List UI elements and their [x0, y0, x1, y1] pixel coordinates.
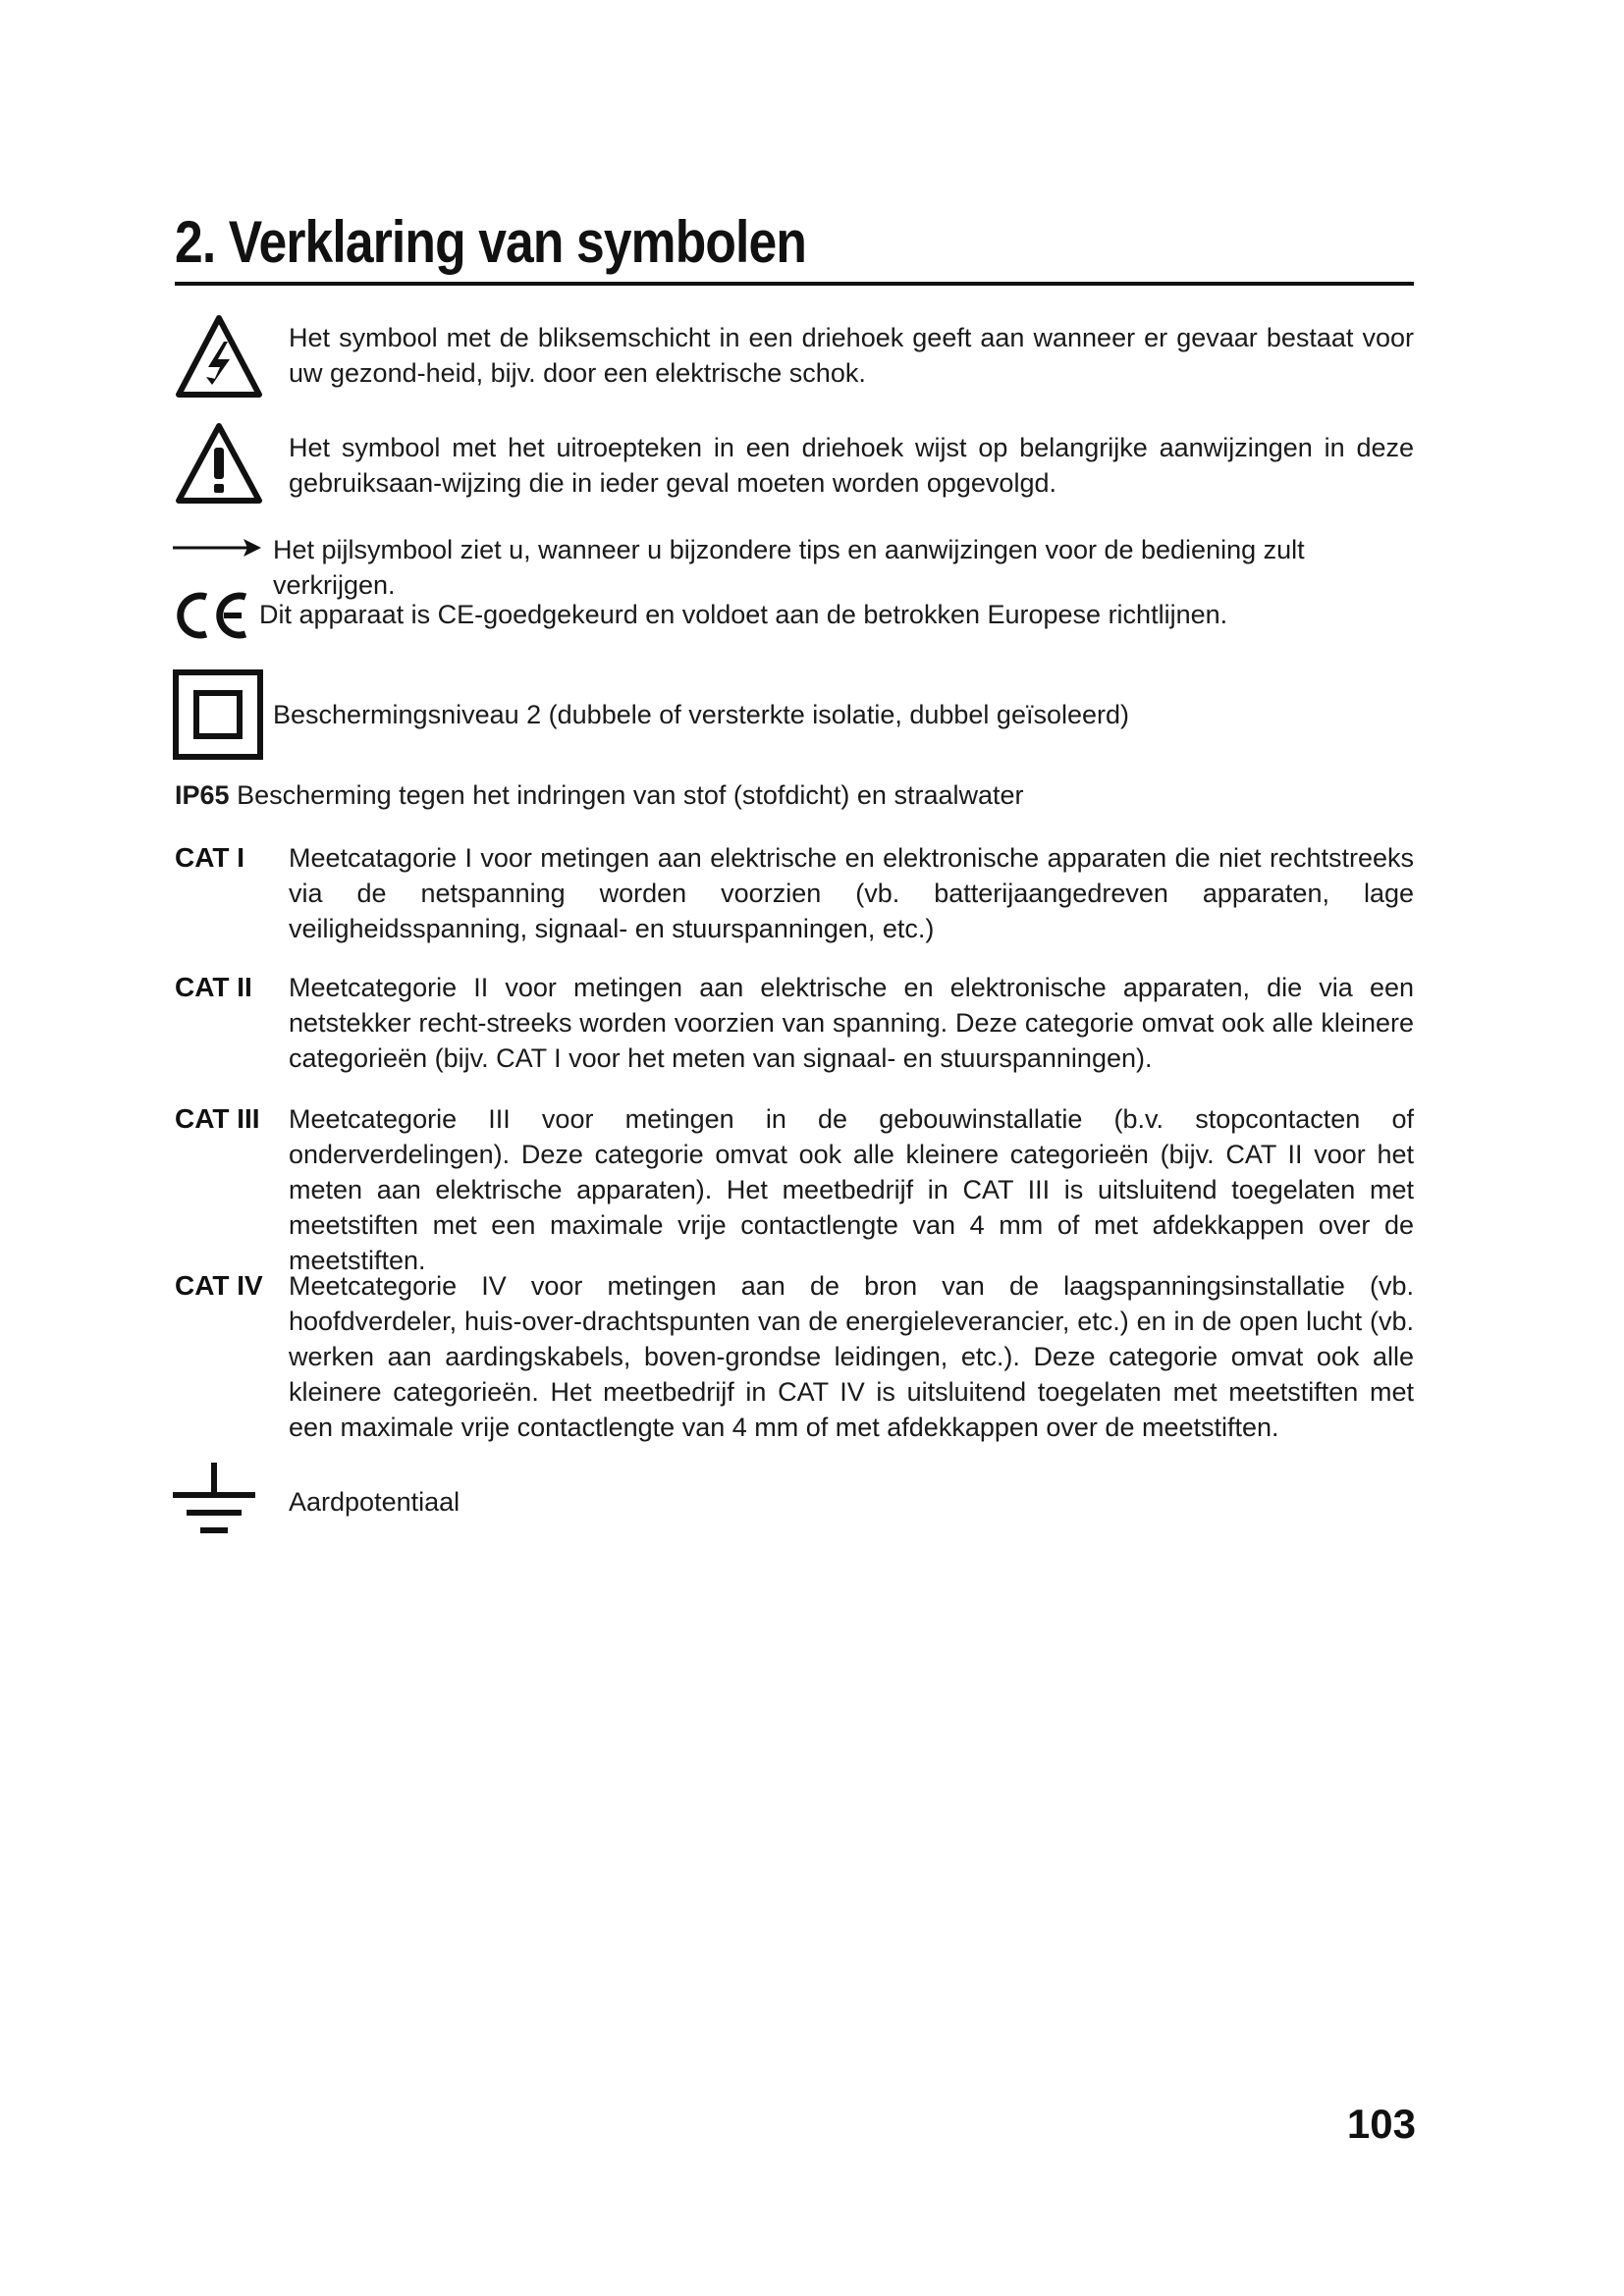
ce-symbol-description: Dit apparaat is CE-goedgekeurd en voldoet aan de betrokken Europese richtlijnen. — [259, 600, 1228, 629]
ip65-description: Bescherming tegen het indringen van stof (stofdicht) en straalwater — [237, 780, 1024, 810]
title-underline — [175, 282, 1414, 286]
cat-label: CAT IV — [175, 1270, 263, 1301]
lightning-symbol-description: Het symbool met de bliksemschicht in een driehoek geeft aan wanneer er gevaar bestaat voor uw gezond-heid, bijv. door een elektrische schok. — [289, 323, 1414, 388]
protection-class-description: Beschermingsniveau 2 (dubbele of versterkte isolatie, dubbel geïsoleerd) — [273, 700, 1130, 729]
cat-description: Meetcatagorie I voor metingen aan elektrische en elektronische apparaten die niet rechtstreeks via de netspanning worden voorzien (vb. batterijaangedreven apparaten, lage veiligheidsspanning, signaal- en stuurspanningen, etc.) — [289, 843, 1414, 943]
ip65-row — [175, 777, 1414, 813]
cat-description: Meetcategorie II voor metingen aan elektrische en elektronische apparaten, die via een netstekker recht-streeks worden voorzien van spanning. Deze categorie omvat ook alle kleinere categorieën (bijv. CAT I voor het meten van signaal- en stuurspanningen). — [289, 973, 1414, 1073]
ground-description: Aardpotentiaal — [289, 1487, 460, 1517]
exclamation-warning-icon — [173, 420, 265, 507]
cat-label: CAT II — [175, 972, 252, 1002]
arrow-symbol-description: Het pijlsymbool ziet u, wanneer u bijzondere tips en aanwijzingen voor de bediening zult verkrijgen. — [273, 535, 1305, 600]
page-title: 2. Verklaring van symbolen — [175, 209, 806, 275]
cat-description: Meetcategorie III voor metingen in de gebouwinstallatie (b.v. stopcontacten of onderverdelingen). Deze categorie omvat ook alle kleinere categorieën (bijv. CAT II voor het meten aan elektrische apparaten). Het meetbedrijf in CAT III is uitsluitend toegelaten met meetstiften met een maximale vrije contactlengte van 4 mm of met afdekkappen over de meetstiften. — [289, 1104, 1414, 1275]
arrow-icon — [173, 536, 263, 560]
cat-description: Meetcategorie IV voor metingen aan de bron van de laagspanningsinstallatie (vb. hoofdverdeler, huis-over-drachtspunten van de energieleverancier, etc.) en in de open lucht (vb. werken aan aardingskabels, boven-grondse leidingen, etc.). Deze categorie omvat ook alle kleinere categorieën. Het meetbedrijf in CAT IV is uitsluitend toegelaten met meetstiften met een maximale vrije contactlengte van 4 mm of met afdekkappen over de meetstiften. — [289, 1271, 1414, 1442]
ground-icon — [173, 1463, 255, 1541]
double-insulation-icon — [173, 669, 263, 760]
ce-mark-icon — [173, 591, 251, 640]
lightning-warning-icon — [173, 312, 265, 400]
page-number: 103 — [1346, 2101, 1416, 2147]
cat-label: CAT III — [175, 1103, 260, 1134]
ip65-label: IP65 — [175, 780, 230, 810]
exclamation-symbol-description: Het symbool met het uitroepteken in een driehoek wijst op belangrijke aanwijzingen in deze gebruiksaan-wijzing die in ieder geval moeten worden opgevolgd. — [289, 433, 1414, 498]
cat-label: CAT I — [175, 842, 245, 873]
